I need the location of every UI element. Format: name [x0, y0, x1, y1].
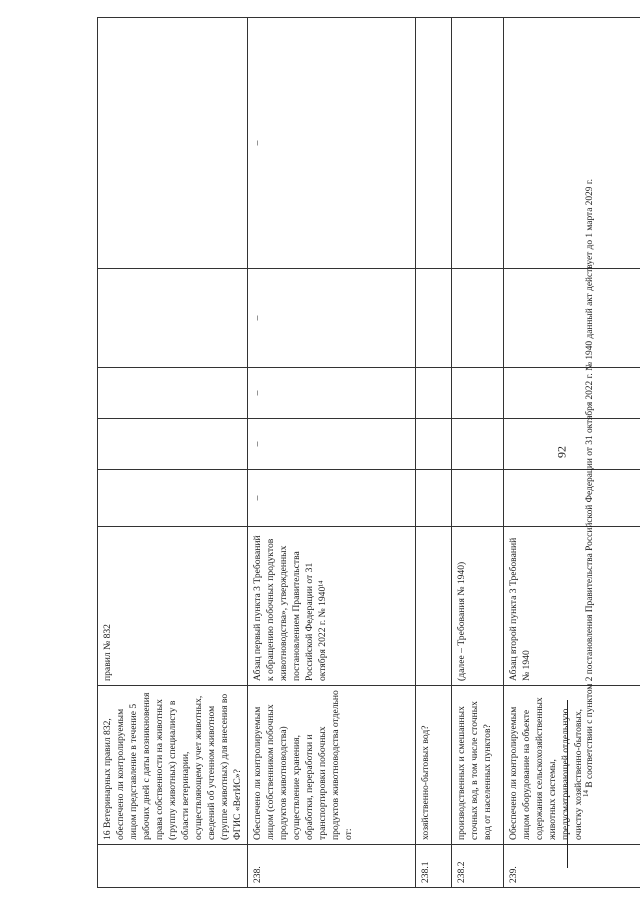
item-number-cell: 238.2 [452, 845, 504, 888]
table-row [248, 18, 416, 888]
table-row [416, 18, 452, 888]
requirement-cell: Обеспечено ли контролируемым лицом (собственником побочных продуктов животноводства) осуществление хранения, обработки, переработки и транспортировки побочных продуктов животноводства отдельно от: [248, 686, 416, 845]
requirement-cell: 16 Ветеринарных правил 832, обеспечено ли контролируемым лицом представление в течение 5 рабочих дней с даты возникновения права собственности на животных (группу животных) специалисту в области ветеринарии, осуществляющему учет животных, сведений об учтенном животном (группе животных) для внесения во ФГИС «ВетИС»? [98, 686, 248, 845]
requirement-cell: Обеспечено ли контролируемым лицом оборудование на объекте содержания сельскохозяйственных животных системы, предусматривающей отдельную очистку хозяйственно-бытовых, [504, 686, 640, 845]
footnote-separator [567, 700, 568, 868]
comment-cell: – [248, 269, 416, 368]
requirement-cell: хозяйственно-бытовых вод? [416, 686, 452, 845]
item-number-cell [98, 845, 248, 888]
notes-cell: – [248, 18, 416, 269]
item-number-cell: 238. [248, 845, 416, 888]
answer-yes-cell [504, 470, 640, 527]
answer-no-cell: – [248, 419, 416, 470]
item-number-cell: 239. [504, 845, 640, 888]
legal-act-cell: Абзац первый пункта 3 Требований к обращению побочных продуктов животноводства», утвержденных постановлением Правительства Российской Федерации от 31 октября 2022 г. № 1940¹⁴ [248, 527, 416, 686]
footnote [581, 179, 595, 797]
table-row [452, 18, 504, 888]
answer-no-cell [452, 419, 504, 470]
checklist-table [97, 17, 640, 888]
table-row [504, 18, 640, 888]
table-row [98, 18, 248, 888]
notes-cell [98, 18, 248, 269]
answer-yes-cell [98, 470, 248, 527]
answer-yes-cell [416, 470, 452, 527]
legal-act-cell [416, 527, 452, 686]
legal-act-cell: правил № 832 [98, 527, 248, 686]
notes-cell [504, 18, 640, 269]
item-number-cell: 238.1 [416, 845, 452, 888]
answer-yes-cell: – [248, 470, 416, 527]
comment-cell [504, 269, 640, 368]
notes-cell [416, 18, 452, 269]
legal-act-cell: Абзац второй пункта 3 Требований № 1940 [504, 527, 640, 686]
requirement-cell: производственных и смешанных сточных вод, в том числе сточных вод от населенных пунктов? [452, 686, 504, 845]
legal-act-cell: (далее – Требования № 1940) [452, 527, 504, 686]
comment-cell [452, 269, 504, 368]
answer-na-cell [504, 368, 640, 419]
footnote-text: В соответствии с пунктом 2 постановления Правительства Российской Федерации от 31 октября 2022 г. № 1940 данный акт действует до 1 марта 2029 г. [585, 179, 595, 790]
notes-cell [452, 18, 504, 269]
answer-no-cell [504, 419, 640, 470]
comment-cell [98, 269, 248, 368]
answer-no-cell [416, 419, 452, 470]
answer-na-cell [98, 368, 248, 419]
answer-no-cell [98, 419, 248, 470]
page-number: 92 [554, 446, 569, 458]
footnote-marker: 14 [581, 789, 590, 797]
answer-yes-cell [452, 470, 504, 527]
answer-na-cell: – [248, 368, 416, 419]
answer-na-cell [416, 368, 452, 419]
comment-cell [416, 269, 452, 368]
answer-na-cell [452, 368, 504, 419]
